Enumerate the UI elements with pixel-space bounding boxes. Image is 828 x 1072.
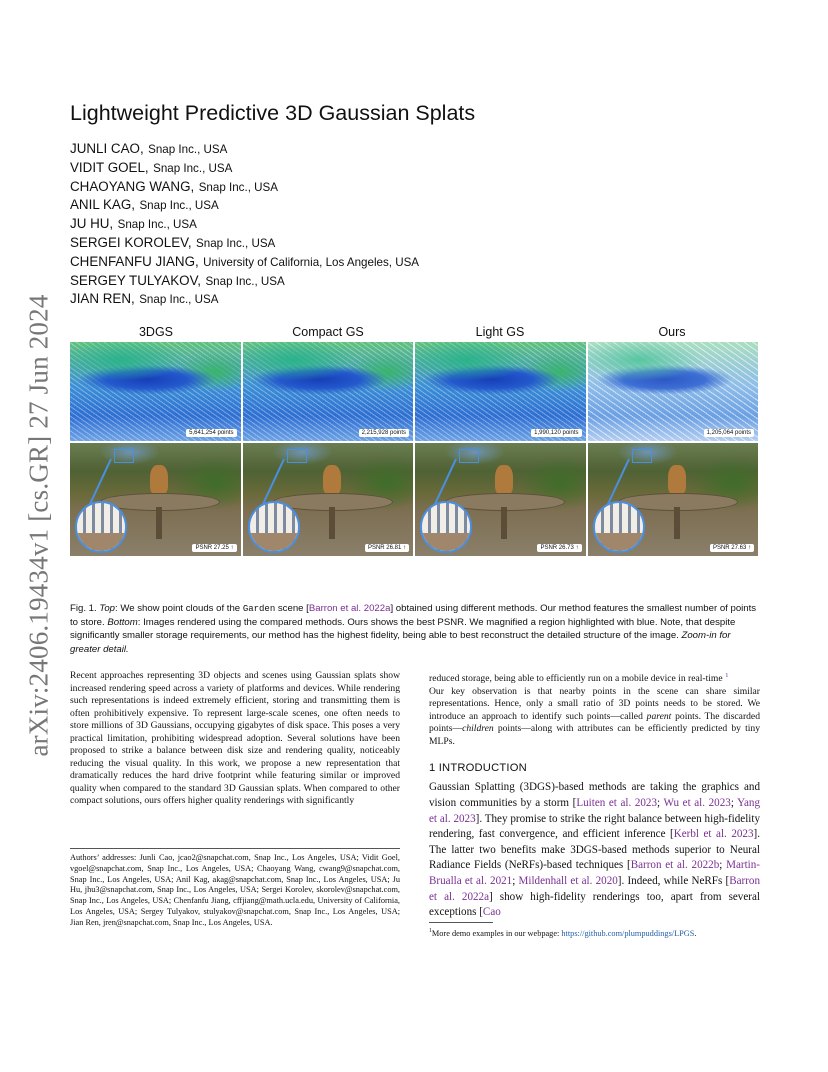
author-entry [70,178,770,197]
intro-text: ; [719,859,727,872]
author-affiliation: Snap Inc., USA [153,161,233,175]
author-entry [70,290,770,309]
author-list [70,140,770,309]
zoom-inset [75,501,127,553]
footnote-text [429,926,760,940]
author-addresses: Authors’ addresses: Junli Cao, jcao2@snapchat.com, Snap Inc., Los Angeles, USA; Vidit Goel, vgoel@snapchat.com, Snap Inc., Los Angeles, USA; Chaoyang Wang, cwang9@snapchat.com, Snap Inc., Los Angeles, USA; Anil Kag, akag@snapchat.com, Snap Inc., Los Angeles, USA; Ju Hu, jhu3@snapchat.com, Snap Inc., Los Angeles, USA; Sergei Korolev, skorolev@snapchat.com, Snap Inc., Los Angeles, USA; Chenfanfu Jiang, cffjiang@math.ucla.edu, University of California, Los Angeles, USA; Sergey Tulyakov, stulyakov@snapchat.com, Snap Inc., Los Angeles, USA; Jian Ren, jren@snapchat.com, Snap Inc., Los Angeles, USA. [70,853,400,927]
term-parent: parent [646,710,672,722]
caption-text: scene [ [275,603,309,614]
intro-paragraph [429,780,760,920]
intro-text: ; [657,797,664,810]
citation-link[interactable]: Yang et al. 2023 [429,797,760,825]
author-addresses-footnote [70,848,400,929]
figure-panels [70,342,758,556]
table-leg [674,507,680,539]
method-label-light-gs: Light GS [475,325,525,339]
author-name: SERGEY TULYAKOV, [70,272,201,288]
author-entry [70,272,770,291]
figure-caption [70,602,760,656]
intro-text: ]. They promise to strike the right balance between high-fidelity rendering, fast convergence, and efficient inference [ [429,812,760,841]
point-count-badge: 1,205,064 points [704,429,754,437]
vase-object [150,465,168,495]
teaser-figure [70,322,758,556]
table-leg [501,507,507,539]
panel-ours [588,342,759,556]
author-affiliation: Snap Inc., USA [148,143,228,156]
intro-text: ]. Indeed, while NeRFs [ [617,875,730,888]
citation-link[interactable]: Mildenhall et al. 2020 [518,875,618,888]
psnr-badge: PSNR 26.73 ↑ [537,544,581,552]
author-affiliation: Snap Inc., USA [205,274,285,288]
point-cloud-image [243,342,414,441]
author-name: CHENFANFU JIANG, [70,253,199,269]
paper-title: Lightweight Predictive 3D Gaussian Splats [70,101,476,125]
render-image [70,443,241,556]
table-leg [156,507,162,539]
intro-text: ] show high-fidelity renderings too, apart from several exceptions [ [429,890,760,919]
caption-text: ] obtained using different methods. Our method features the smallest number of points to store. [70,603,757,629]
caption-top-label: Top [99,603,115,614]
citation-link[interactable]: Martin-Brualla et al. 2021 [429,859,760,888]
citation-link[interactable]: Kerbl et al. 2023 [673,828,754,841]
right-column [429,670,760,921]
section-heading: 1 INTRODUCTION [429,762,527,775]
abstract-left: Recent approaches representing 3D objects and scenes using Gaussian splats show increased rendering speed across a variety of platforms and devices. While rendering such representations is indeed extremely efficient, storing and transmitting them is often prohibitively expensive. To represent large-scale scenes, one often needs to store millions of 3D Gaussians, occupying gigabytes of disk space. This poses a very practical limitation, prohibiting widespread adoption. Several solutions have been proposed to strike a balance between disk size and rendering quality, noticeably reducing the visual quality. In this work, we propose a new representation that dramatically reduces the hard drive footprint while featuring similar or improved quality when compared to the standard 3D Gaussian splats. When compared to other compact solutions, ours offers higher quality renderings with significantly [70,670,400,807]
highlight-box [459,449,479,463]
caption-bottom-label: Bottom [107,617,138,629]
psnr-badge: PSNR 27.25 ↑ [192,544,236,552]
method-label-ours: Ours [658,325,686,339]
abstract-text: reduced storage, being able to efficiently run on a mobile device in real-time [429,673,726,685]
highlight-box [287,449,307,463]
zoom-inset [248,501,300,553]
webpage-link[interactable]: https://github.com/plumpuddings/LPGS [561,928,695,938]
psnr-badge: PSNR 27.63 ↑ [710,544,754,552]
author-affiliation: University of California, Los Angeles, USA [203,255,420,269]
vase-object [668,465,686,495]
citation-link[interactable]: Barron et al. 2022b [630,859,720,872]
zoom-inset [593,501,645,553]
intro-text: Gaussian Splatting (3DGS)-based methods are taking the graphics and vision communities by a storm [ [429,781,760,810]
citation-link[interactable]: Wu et al. 2023 [663,797,731,810]
arxiv-identifier: arXiv:2406.19434v1 [cs.GR] 27 Jun 2024 [23,293,54,757]
panel-compact-gs [243,342,414,556]
render-image [243,443,414,556]
term-children: children [462,723,494,735]
footnote-label: More demo examples in our webpage: [431,928,562,938]
panel-3dgs [70,342,241,556]
point-count-badge: 1,990,120 points [531,429,581,437]
author-affiliation: Snap Inc., USA [196,236,276,250]
author-affiliation: Snap Inc., USA [117,218,197,232]
author-name: CHAOYANG WANG, [70,178,195,194]
render-image [415,443,586,556]
footnote-end: . [694,928,697,938]
author-entry [70,159,770,178]
vase-object [323,465,341,495]
author-affiliation: Snap Inc., USA [139,293,219,307]
citation-link[interactable]: Barron et al. 2022a [429,875,761,903]
citation-link[interactable]: Cao [482,906,501,919]
author-affiliation: Snap Inc., USA [198,180,278,194]
footnote-rule [429,922,493,923]
method-label-compact-gs: Compact GS [292,325,364,339]
author-name: ANIL KAG, [70,197,135,213]
method-labels [70,322,758,342]
footnote-number: 1 [429,928,432,934]
author-name: JUNLI CAO, [70,141,144,156]
point-count-badge: 2,215,928 points [359,429,409,437]
arxiv-sidebar [14,290,64,760]
left-column [70,670,400,808]
vase-object [495,465,513,495]
footnote-marker[interactable]: 1 [725,672,729,679]
author-name: SERGEI KOROLEV, [70,234,192,250]
intro-text: ; [730,797,738,810]
point-cloud-image [415,342,586,441]
render-image [588,443,759,556]
author-entry [70,140,770,159]
point-count-badge: 5,641,254 points [186,429,236,437]
highlight-box [114,449,134,463]
author-name: JU HU, [70,216,114,232]
abstract-right [429,670,760,748]
caption-zoom-note: Zoom-in for greater detail. [70,630,731,655]
abstract-text: points—along with attributes can be efficiently predicted by tiny MLPs. [429,723,760,747]
footnote-rule [70,848,400,849]
author-name: JIAN REN, [70,291,135,307]
point-cloud-image [588,342,759,441]
author-entry [70,215,770,234]
method-label-3dgs: 3DGS [138,325,174,339]
citation-link[interactable]: Barron et al. 2022a [308,603,391,614]
abstract-text: Our key observation is that nearby points in the scene can share similar representations. Hence, only a small ratio of 3D points needs to be stored. We introduce an approach to identify such points—called [429,685,760,722]
webpage-footnote [429,922,760,940]
citation-link[interactable]: Luiten et al. 2023 [576,797,658,810]
abstract-text: points. The discarded points— [429,710,760,735]
author-entry [70,234,770,253]
zoom-inset [420,501,472,553]
panel-light-gs [415,342,586,556]
author-affiliation: Snap Inc., USA [139,199,219,213]
caption-text: : Images rendered using the compared methods. Ours shows the best PSNR. We magnified a region highlighted with blue. Note, that despite significantly smaller storage requirements, our method has the highest fidelity, being able to best reconstruct the detailed structure of the image. [70,617,736,642]
caption-text: : We show point clouds of the [115,603,243,614]
author-entry [70,196,770,215]
table-leg [329,507,335,539]
highlight-box [632,449,652,463]
intro-text: ; [512,875,519,888]
intro-text: ]. The latter two benefits make 3DGS-based methods superior to Neural Radiance Fields (NeRFs)-based techniques [ [429,828,760,872]
author-entry [70,253,770,272]
point-cloud-image [70,342,241,441]
caption-label: Fig. 1. [70,603,97,614]
caption-scene: Garden [242,604,276,614]
author-name: VIDIT GOEL, [70,159,149,175]
psnr-badge: PSNR 26.81 ↑ [365,544,409,552]
